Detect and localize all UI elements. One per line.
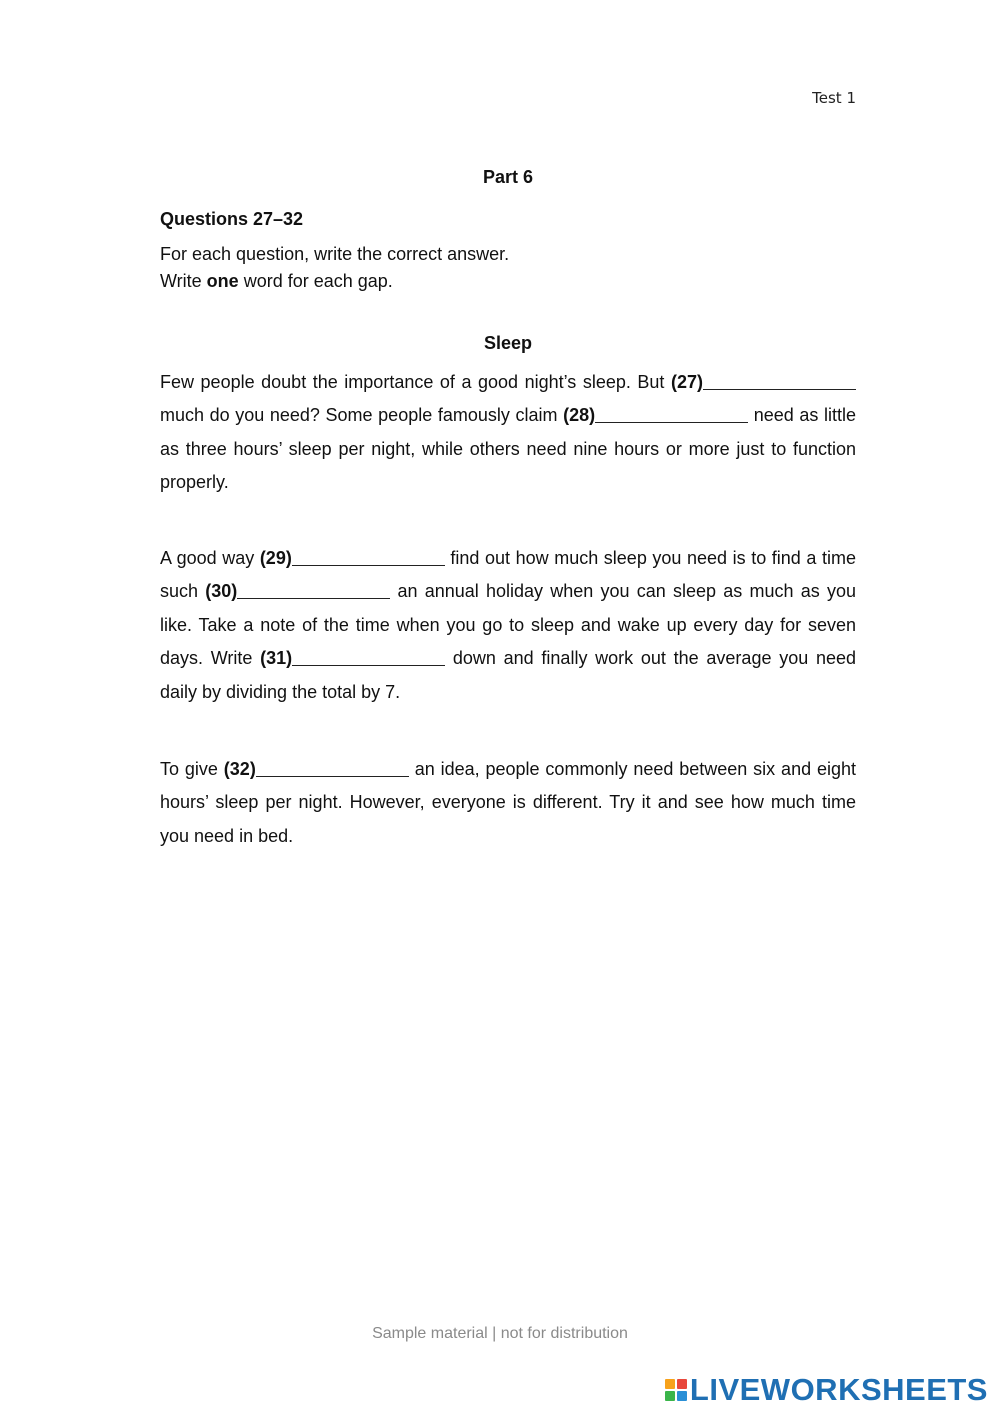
logo-square-icon — [665, 1379, 675, 1389]
answer-gap-31[interactable] — [292, 648, 445, 666]
paragraph-text: Few people doubt the importance of a good night’s sleep. But — [160, 372, 671, 392]
answer-gap-27[interactable] — [703, 372, 856, 390]
answer-gap-32[interactable] — [256, 759, 409, 777]
paragraph-text: need as little as three hours’ sleep per night, while others need nine hours or more just to function properly. — [160, 405, 856, 493]
logo-square-icon — [677, 1391, 687, 1401]
instructions — [160, 241, 509, 295]
question-number-27: (27) — [670, 372, 703, 392]
answer-gap-29[interactable] — [292, 548, 445, 566]
logo-square-icon — [665, 1391, 675, 1401]
answer-gap-30[interactable] — [237, 581, 390, 599]
paragraph-2 — [160, 542, 856, 709]
questions-heading: Questions 27–32 — [160, 209, 304, 229]
question-number-30: (30) — [205, 581, 238, 602]
answer-gap-28[interactable] — [595, 405, 748, 423]
paragraph-text: A good way — [160, 548, 260, 568]
instruction-text: Write — [160, 271, 207, 291]
paragraph-text: down and finally work out the average you need daily by dividing the total by 7. — [160, 648, 856, 702]
instruction-emphasis: one — [206, 271, 239, 291]
question-number-31: (31) — [260, 648, 293, 669]
test-label: Test 1 — [812, 89, 856, 107]
question-number-32: (32) — [223, 759, 256, 779]
part-title: Part 6 — [482, 167, 534, 187]
text-title: Sleep — [483, 333, 533, 353]
footer-note: Sample material | not for distribution — [372, 1325, 628, 1342]
paragraph-3 — [160, 753, 856, 853]
instruction-text: word for each gap. — [238, 271, 393, 291]
paragraph-text: much do you need? Some people famously claim — [160, 405, 564, 426]
liveworksheets-brand[interactable] — [665, 1373, 988, 1407]
brand-name: LIVEWORKSHEETS — [689, 1372, 988, 1407]
instruction-line-1: For each question, write the correct answer. — [160, 244, 510, 264]
paragraph-1 — [160, 366, 856, 500]
instruction-line-2 — [160, 268, 509, 295]
logo-square-icon — [677, 1379, 687, 1389]
question-number-28: (28) — [563, 405, 596, 426]
paragraph-text: an idea, people commonly need between six and eight hours’ sleep per night. However, everyone is different. Try it and see how much time you need in bed. — [160, 759, 856, 846]
paragraph-text: an annual holiday when you can sleep as much as you like. Take a note of the time when you go to sleep and wake up every day for seven days. Write — [160, 581, 856, 669]
paragraph-text: To give — [160, 759, 224, 779]
liveworksheets-logo-icon — [665, 1379, 687, 1401]
question-number-29: (29) — [259, 548, 292, 568]
paragraph-text: find out how much sleep you need is to find a time such — [160, 548, 856, 602]
